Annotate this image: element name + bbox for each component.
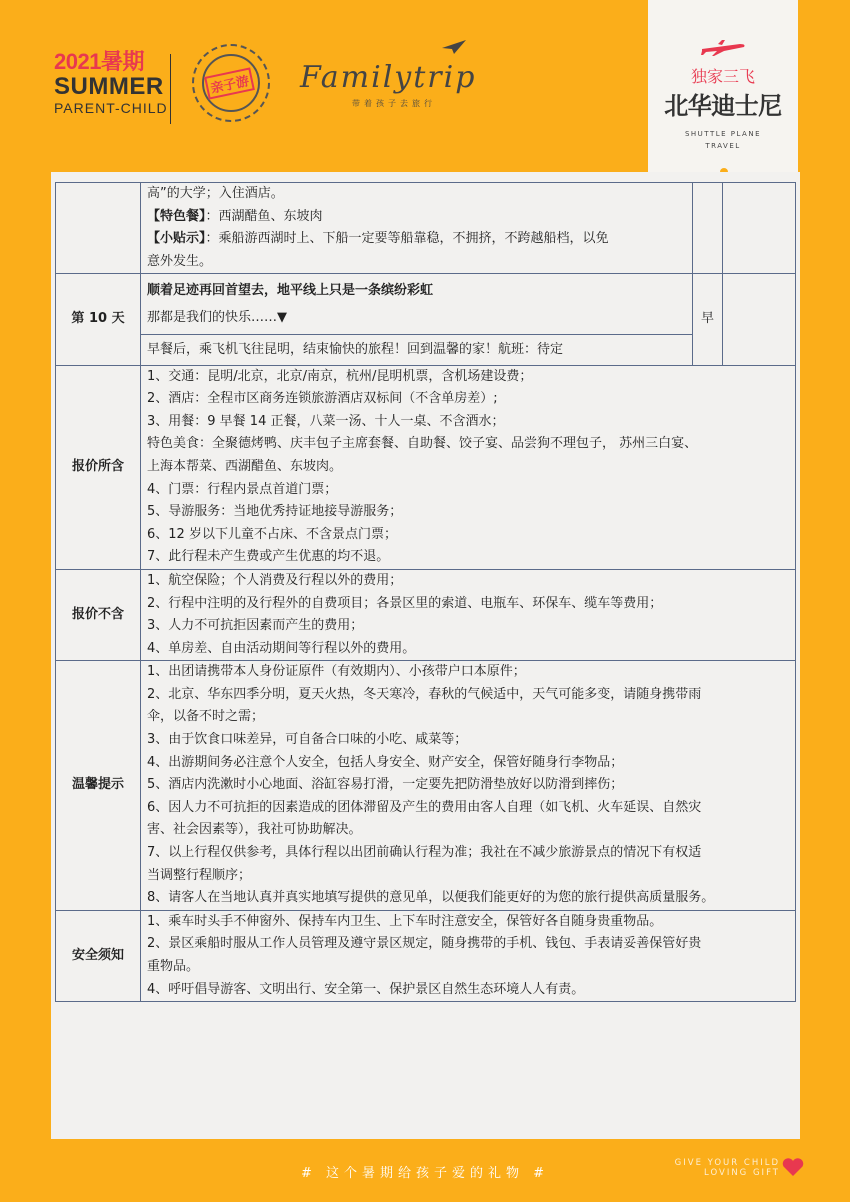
list-item: 当调整行程顺序； xyxy=(147,867,252,883)
row-content xyxy=(141,183,693,274)
list-item: 伞，以备不时之需； xyxy=(147,709,265,725)
table-row xyxy=(56,569,796,660)
special-meal-tag: 【特色餐】 xyxy=(147,208,206,224)
row-label xyxy=(56,183,141,274)
table-row xyxy=(56,661,796,911)
list-item: 1、乘车时头手不伸窗外、保持车内卫生、上下车时注意安全，保管好各自随身贵重物品。 xyxy=(147,913,663,929)
gift-text xyxy=(664,1158,780,1178)
section-label: 安全须知 xyxy=(56,910,141,1001)
included-list xyxy=(141,365,796,569)
shuttle-line1: SHUTTLE PLANE xyxy=(684,130,762,138)
gift-line2: LOVING GIFT xyxy=(704,1168,780,1178)
tour-tag xyxy=(648,0,798,172)
stamp-logo xyxy=(192,44,270,122)
table-row xyxy=(56,183,796,274)
list-item: 7、此行程未产生费或产生优惠的均不退。 xyxy=(147,549,390,565)
gift-line1: GIVE YOUR CHILD xyxy=(674,1158,780,1168)
table-row xyxy=(56,910,796,1001)
footer-slogan: # 这个暑期给孩子爱的礼物 # xyxy=(300,1166,550,1181)
list-item: 8、请客人在当地认真并真实地填写提供的意见单，以便我们能更好的为您的旅行提供高质量服务。 xyxy=(147,890,715,906)
stamp-text: 亲子游 xyxy=(204,67,255,99)
excluded-list xyxy=(141,569,796,660)
section-label: 温馨提示 xyxy=(56,661,141,911)
list-item: 6、因人力不可抗拒的因素造成的团体滞留及产生的费用由客人自理（如飞机、火车延误、自然灾 xyxy=(147,799,702,815)
list-item: 6、12 岁以下儿童不占床、不含景点门票； xyxy=(147,526,397,542)
special-meal-text: ：西湖醋鱼、东坡肉 xyxy=(205,208,323,224)
list-item: 3、由于饮食口味差异，可自备合口味的小吃、咸菜等； xyxy=(147,732,468,748)
list-item: 特色美食：全聚德烤鸭、庆丰包子主席套餐、自助餐、饺子宴、品尝狗不理包子， 苏州三白宴、 xyxy=(147,436,698,452)
table-row xyxy=(56,274,796,334)
list-item: 1、航空保险；个人消费及行程以外的费用； xyxy=(147,572,403,588)
tips-list xyxy=(141,661,796,911)
list-item: 5、酒店内洗漱时小心地面、浴缸容易打滑，一定要先把防滑垫放好以防滑到摔伤； xyxy=(147,777,624,793)
list-item: 2、景区乘船时服从工作人员管理及遵守景区规定，随身携带的手机、钱包、手表请妥善保管好贵 xyxy=(147,936,702,952)
day-title: 顺着足迹再回首望去，地平线上只是一条缤纷彩虹 xyxy=(147,283,434,299)
meal-cell: 早 xyxy=(693,274,723,365)
airplane-icon xyxy=(700,40,746,56)
content-line: 意外发生。 xyxy=(147,253,213,269)
shuttle-line2: TRAVEL xyxy=(705,142,741,150)
list-item: 2、行程中注明的及行程外的自费项目；各景区里的索道、电瓶车、环保车、缆车等费用； xyxy=(147,595,663,611)
list-item: 1、出团请携带本人身份证原件（有效期内）、小孩带户口本原件； xyxy=(147,664,526,680)
day-subtitle: 那都是我们的快乐……▼ xyxy=(147,309,287,325)
day-label: 第 10 天 xyxy=(56,274,141,365)
list-item: 2、北京、华东四季分明，夏天火热，冬天寒冷，春秋的气候适中，天气可能多变，请随身携带雨 xyxy=(147,686,702,702)
list-item: 4、门票：行程内景点首道门票； xyxy=(147,481,338,497)
list-item: 5、导游服务：当地优秀持证地接导游服务； xyxy=(147,504,403,520)
section-label: 报价所含 xyxy=(56,365,141,569)
list-item: 2、酒店：全程市区商务连锁旅游酒店双标间（不含单房差）; xyxy=(147,391,498,407)
section-label: 报价不含 xyxy=(56,569,141,660)
summer-label: SUMMER xyxy=(54,73,164,100)
list-item: 3、人力不可抗拒因素而产生的费用； xyxy=(147,618,364,634)
list-item: 7、以上行程仅供参考，具体行程以出团前确认行程为准；我社在不减少旅游景点的情况下有权适 xyxy=(147,845,702,861)
list-item: 重物品。 xyxy=(147,959,200,974)
exclusive-label: 独家三飞 xyxy=(690,67,755,86)
list-item: 3、用餐：9 早餐 14 正餐，八菜一汤、十人一桌、不含酒水； xyxy=(147,413,505,429)
tip-tag: 【小贴示】 xyxy=(147,231,206,247)
brand-block xyxy=(54,50,168,116)
list-item: 上海本帮菜、西湖醋鱼、东坡肉。 xyxy=(147,458,343,474)
header-divider xyxy=(170,54,171,124)
parent-child-label: PARENT-CHILD xyxy=(54,100,168,116)
list-item: 4、出游期间务必注意个人安全，包括人身安全、财产安全，保管好随身行李物品； xyxy=(147,754,624,770)
tour-name: 北华迪士尼 xyxy=(664,92,782,120)
safety-list xyxy=(141,910,796,1001)
table-row xyxy=(56,334,796,365)
list-item: 害、社会因素等），我社可协助解决。 xyxy=(147,822,362,838)
list-item: 1、交通：昆明/北京，北京/南京，杭州/昆明机票，含机场建设费； xyxy=(147,368,533,384)
itinerary-table xyxy=(55,182,796,1002)
tip-text: ：乘船游西湖时上、下船一定要等船靠稳，不拥挤，不跨越船档，以免 xyxy=(205,231,609,247)
familytrip-logo: Familytrip xyxy=(300,60,477,95)
year-label: 2021暑期 xyxy=(54,49,144,74)
itinerary-sheet xyxy=(51,172,800,1139)
list-item: 4、单房差、自由活动期间等行程以外的费用。 xyxy=(147,640,416,656)
familytrip-subtitle: 带着孩子去旅行 xyxy=(352,99,436,108)
heart-icon xyxy=(782,1158,804,1176)
list-item: 4、呼吁倡导游客、文明出行、安全第一、保护景区自然生态环境人人有责。 xyxy=(147,981,585,997)
content-line: 高”的大学；入住酒店。 xyxy=(147,186,284,201)
table-row xyxy=(56,365,796,569)
paper-plane-icon xyxy=(442,40,466,54)
day-detail: 早餐后，乘飞机飞往昆明，结束愉快的旅程！回到温馨的家！航班：待定 xyxy=(141,334,693,365)
